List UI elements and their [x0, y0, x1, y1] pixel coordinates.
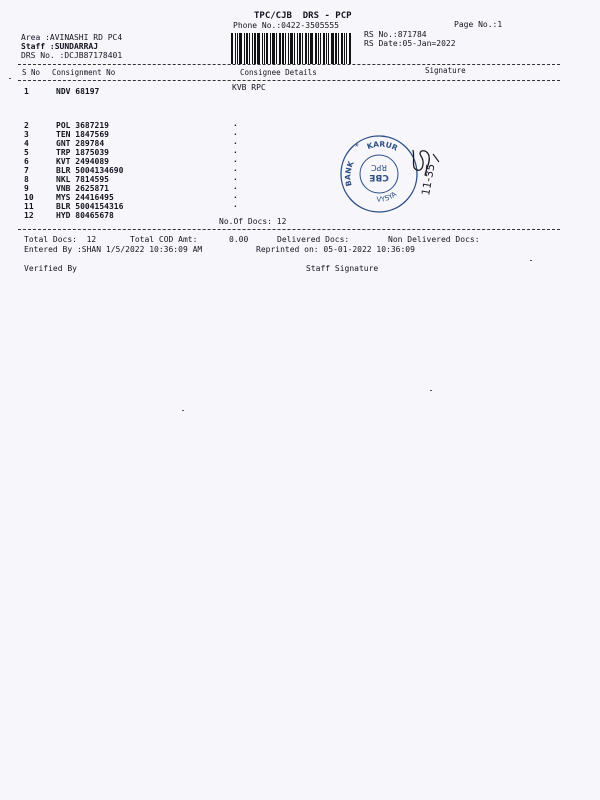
no-of-docs: No.Of Docs: 12 [219, 217, 287, 226]
barcode-bar [299, 33, 301, 64]
reprinted-on: Reprinted on: 05-01-2022 10:36:09 [256, 245, 415, 254]
col-consignment: Consignment No [52, 68, 116, 77]
row-sno: 1 [24, 87, 29, 96]
barcode-bar [318, 33, 319, 64]
signature-stroke [433, 154, 439, 162]
col-sno: S No [22, 68, 41, 77]
svg-text:VYSYA [373, 187, 398, 208]
row-consignment: VNB 2625871 [56, 184, 109, 193]
barcode-bar [320, 33, 321, 64]
stamp-star: * [353, 141, 362, 152]
area-label: Area :AVINASHI RD PC4 [21, 33, 123, 42]
entered-by: Entered By :SHAN 1/5/2022 10:36:09 AM [24, 245, 203, 254]
row-dot: . [233, 137, 238, 146]
phone-number: Phone No.:0422-3505555 [233, 21, 339, 30]
barcode-bar [294, 33, 295, 64]
row-sno: 5 [24, 148, 29, 157]
row-consignment: NDV 68197 [56, 87, 100, 96]
rs-number: RS No.:871784 [364, 30, 427, 39]
barcode-bar [276, 33, 277, 64]
barcode-bar [315, 33, 317, 64]
barcode-bar [308, 33, 309, 64]
barcode-bar [244, 33, 245, 64]
row-sno: 10 [24, 193, 34, 202]
drs-number: DRS No. :DCJB87178401 [21, 51, 123, 60]
barcode-bar [346, 33, 347, 64]
row-dot: . [233, 164, 238, 173]
stamp-center-line1: CBE [369, 172, 389, 182]
barcode-bar [331, 33, 334, 64]
scan-mark [182, 410, 184, 411]
rs-date: RS Date:05-Jan=2022 [364, 39, 456, 48]
row-sno: 9 [24, 184, 29, 193]
barcode-bar [279, 33, 281, 64]
barcode-bar [344, 33, 345, 64]
handwritten-signature [405, 140, 460, 205]
row-dot: . [233, 173, 238, 182]
row-consignee: KVB RPC [232, 83, 266, 92]
barcode-bar [302, 33, 303, 64]
handwritten-time: 11-35 [419, 162, 438, 197]
col-signature: Signature [425, 66, 466, 75]
barcode-bar [235, 33, 236, 64]
verified-by: Verified By [24, 264, 77, 273]
total-cod-label: Total COD Amt: [130, 235, 198, 244]
divider-footer [18, 229, 560, 230]
barcode-bar [246, 33, 248, 64]
barcode-bar [239, 33, 242, 64]
barcode-bar [323, 33, 325, 64]
row-consignment: BLR 5004154316 [56, 202, 124, 211]
barcode [231, 33, 355, 64]
scan-mark [530, 260, 532, 261]
row-sno: 4 [24, 139, 29, 148]
barcode-bar [310, 33, 313, 64]
row-consignment: POL 3687219 [56, 121, 109, 130]
staff-label: Staff :SUNDARRAJ [21, 42, 99, 51]
row-dot: . [233, 182, 238, 191]
row-sno: 12 [24, 211, 34, 220]
row-sno: 8 [24, 175, 29, 184]
barcode-bar [338, 33, 339, 64]
row-sno: 6 [24, 157, 29, 166]
total-cod-value: 0.00 [229, 235, 249, 244]
staff-signature: Staff Signature [306, 264, 379, 273]
scan-mark [9, 78, 11, 79]
stamp-left-text: BANK [343, 159, 356, 188]
barcode-bar [249, 33, 250, 64]
row-consignment: HYD 80465678 [56, 211, 114, 220]
row-consignment: KVT 2494089 [56, 157, 109, 166]
col-consignee: Consignee Details [240, 68, 317, 77]
barcode-bar [290, 33, 293, 64]
row-sno: 3 [24, 130, 29, 139]
barcode-bar [231, 33, 233, 64]
scan-mark [430, 390, 432, 391]
barcode-bar [328, 33, 329, 64]
delivered-docs: Delivered Docs: [277, 235, 350, 244]
barcode-bar [335, 33, 337, 64]
barcode-bar [341, 33, 343, 64]
barcode-bar [349, 33, 351, 64]
row-dot: . [233, 200, 238, 209]
row-dot: . [233, 191, 238, 200]
row-dot: . [233, 119, 238, 128]
row-consignment: TEN 1847569 [56, 130, 109, 139]
barcode-bar [282, 33, 284, 64]
divider-top [18, 64, 560, 65]
row-sno: 7 [24, 166, 29, 175]
barcode-bar [272, 33, 275, 64]
row-consignment: NKL 7814595 [56, 175, 109, 184]
barcode-bar [326, 33, 327, 64]
stamp-bottom-text: VYSYA [376, 190, 399, 204]
stamp-center-line2: RPC [371, 163, 387, 172]
row-dot: . [233, 146, 238, 155]
non-delivered-docs: Non Delivered Docs: [388, 235, 480, 244]
barcode-bar [266, 33, 268, 64]
barcode-bar [254, 33, 256, 64]
row-consignment: GNT 289784 [56, 139, 105, 148]
row-sno: 11 [24, 202, 34, 211]
row-dot: . [233, 128, 238, 137]
barcode-bar [297, 33, 298, 64]
stamp-top-text: KARUR [365, 139, 400, 153]
row-sno: 2 [24, 121, 29, 130]
barcode-bar [252, 33, 253, 64]
divider-header [18, 80, 560, 81]
barcode-bar [288, 33, 289, 64]
barcode-bar [237, 33, 238, 64]
barcode-bar [270, 33, 271, 64]
barcode-bar [262, 33, 263, 64]
barcode-bar [285, 33, 286, 64]
barcode-bar [257, 33, 260, 64]
sheet-title: TPC/CJB DRS - PCP [254, 11, 352, 21]
row-consignment: BLR 5004134690 [56, 166, 124, 175]
row-consignment: TRP 1875039 [56, 148, 109, 157]
row-consignment: MYS 24416495 [56, 193, 114, 202]
row-dot: . [233, 155, 238, 164]
barcode-bar [305, 33, 307, 64]
page-number: Page No.:1 [454, 20, 503, 29]
barcode-bar [264, 33, 265, 64]
total-docs: Total Docs: 12 [24, 235, 97, 244]
